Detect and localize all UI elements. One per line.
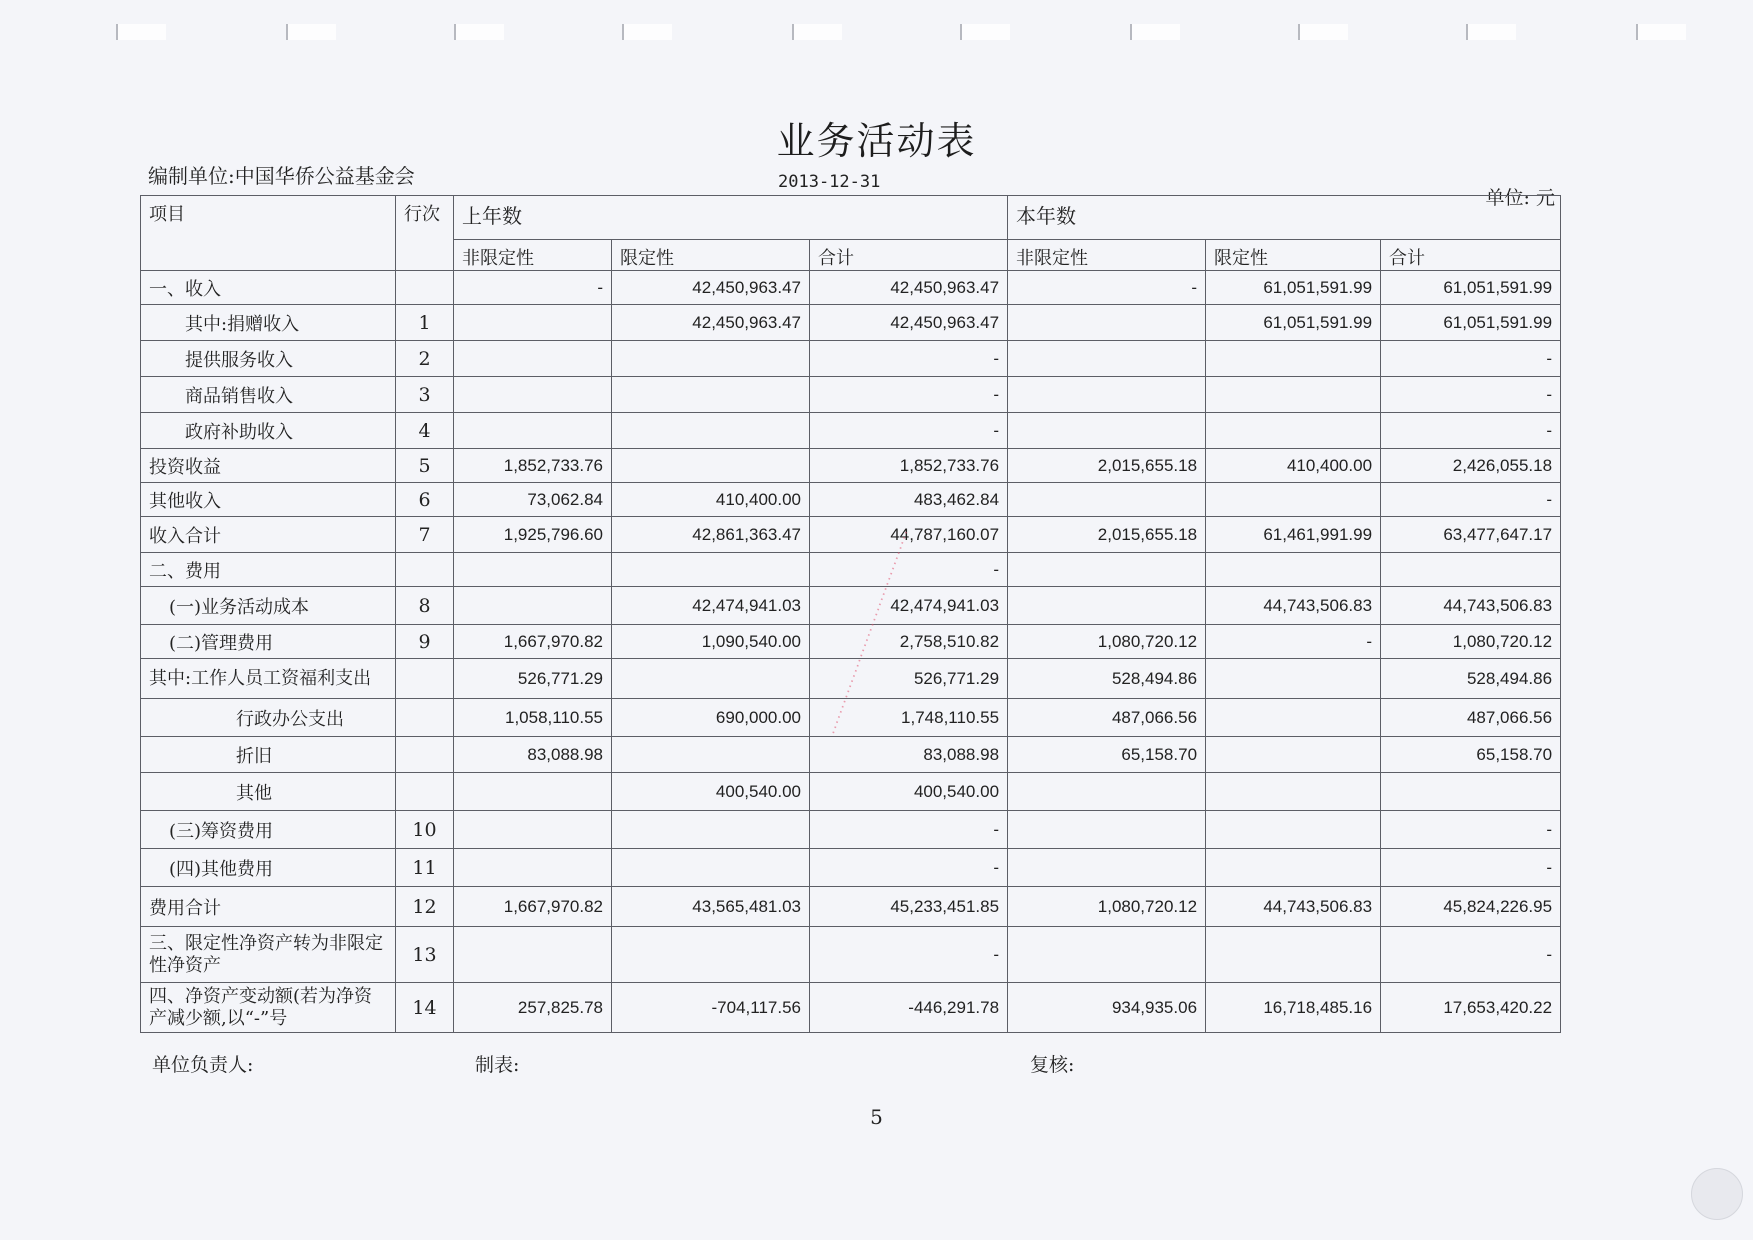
value-cell — [1206, 849, 1381, 887]
value-cell — [612, 659, 810, 699]
value-cell — [454, 553, 612, 587]
value-cell: 61,051,591.99 — [1206, 305, 1381, 341]
table-row — [141, 553, 1561, 587]
row-number: 8 — [396, 587, 454, 625]
value-cell: 73,062.84 — [454, 483, 612, 517]
row-item: 折旧 — [141, 737, 396, 773]
value-cell: 44,743,506.83 — [1381, 587, 1561, 625]
row-number — [396, 553, 454, 587]
value-cell: - — [810, 553, 1008, 587]
value-cell: - — [810, 811, 1008, 849]
value-cell — [1206, 413, 1381, 449]
value-cell: 690,000.00 — [612, 699, 810, 737]
binder-mark — [1636, 24, 1686, 40]
header-curr-unrestricted: 非限定性 — [1008, 240, 1206, 271]
value-cell — [1206, 737, 1381, 773]
binder-mark — [1130, 24, 1180, 40]
binder-mark — [286, 24, 336, 40]
value-cell — [1008, 305, 1206, 341]
value-cell: 400,540.00 — [612, 773, 810, 811]
row-item: 其中:工作人员工资福利支出 — [141, 659, 396, 699]
value-cell — [1008, 483, 1206, 517]
value-cell: 410,400.00 — [612, 483, 810, 517]
table-row — [141, 849, 1561, 887]
value-cell: 1,852,733.76 — [454, 449, 612, 483]
document-title: 业务活动表 — [776, 119, 977, 163]
value-cell — [1206, 659, 1381, 699]
value-cell — [454, 341, 612, 377]
value-cell: 1,090,540.00 — [612, 625, 810, 659]
value-cell: -446,291.78 — [810, 983, 1008, 1033]
table-row — [141, 737, 1561, 773]
value-cell — [612, 413, 810, 449]
row-number: 11 — [396, 849, 454, 887]
value-cell: 43,565,481.03 — [612, 887, 810, 927]
value-cell: - — [810, 341, 1008, 377]
value-cell: 42,474,941.03 — [810, 587, 1008, 625]
value-cell — [454, 773, 612, 811]
row-item: 二、费用 — [141, 553, 396, 587]
value-cell: 1,748,110.55 — [810, 699, 1008, 737]
header-curr-restricted: 限定性 — [1206, 240, 1381, 271]
binder-mark — [116, 24, 166, 40]
value-cell: 1,080,720.12 — [1008, 887, 1206, 927]
value-cell: 61,461,991.99 — [1206, 517, 1381, 553]
value-cell — [612, 737, 810, 773]
row-number — [396, 737, 454, 773]
value-cell: 42,450,963.47 — [810, 305, 1008, 341]
value-cell: 528,494.86 — [1008, 659, 1206, 699]
value-cell: - — [1206, 625, 1381, 659]
row-number: 4 — [396, 413, 454, 449]
value-cell: 45,824,226.95 — [1381, 887, 1561, 927]
activity-table — [140, 195, 1561, 1033]
value-cell — [1381, 773, 1561, 811]
value-cell — [1206, 483, 1381, 517]
value-cell: - — [454, 271, 612, 305]
value-cell: - — [810, 413, 1008, 449]
row-item: (二)管理费用 — [141, 625, 396, 659]
value-cell: 2,758,510.82 — [810, 625, 1008, 659]
table-row — [141, 271, 1561, 305]
value-cell: 1,852,733.76 — [810, 449, 1008, 483]
value-cell: 61,051,591.99 — [1381, 271, 1561, 305]
value-cell: 42,861,363.47 — [612, 517, 810, 553]
binder-mark — [1298, 24, 1348, 40]
value-cell: 42,450,963.47 — [612, 305, 810, 341]
row-number — [396, 699, 454, 737]
value-cell: 487,066.56 — [1008, 699, 1206, 737]
value-cell: 400,540.00 — [810, 773, 1008, 811]
value-cell: - — [1381, 483, 1561, 517]
row-number: 10 — [396, 811, 454, 849]
row-number: 13 — [396, 927, 454, 983]
header-prev-unrestricted: 非限定性 — [454, 240, 612, 271]
value-cell — [1206, 377, 1381, 413]
value-cell — [1206, 699, 1381, 737]
row-item: (四)其他费用 — [141, 849, 396, 887]
binder-mark — [622, 24, 672, 40]
value-cell: 2,015,655.18 — [1008, 517, 1206, 553]
value-cell: 487,066.56 — [1381, 699, 1561, 737]
value-cell — [1206, 341, 1381, 377]
value-cell — [454, 377, 612, 413]
binder-marks — [0, 24, 1753, 44]
binder-mark — [960, 24, 1010, 40]
value-cell — [1381, 553, 1561, 587]
value-cell: -704,117.56 — [612, 983, 810, 1033]
value-cell: 1,080,720.12 — [1008, 625, 1206, 659]
value-cell — [1206, 553, 1381, 587]
watermark-stamp: ········································ — [823, 527, 914, 738]
value-cell: - — [810, 927, 1008, 983]
value-cell — [1008, 927, 1206, 983]
row-item: 政府补助收入 — [141, 413, 396, 449]
table-row — [141, 773, 1561, 811]
value-cell: - — [1381, 413, 1561, 449]
table-row — [141, 413, 1561, 449]
value-cell: 1,080,720.12 — [1381, 625, 1561, 659]
value-cell: 44,787,160.07 — [810, 517, 1008, 553]
row-number — [396, 773, 454, 811]
row-number: 5 — [396, 449, 454, 483]
row-item: 其他收入 — [141, 483, 396, 517]
value-cell — [612, 849, 810, 887]
value-cell — [1206, 927, 1381, 983]
row-number: 3 — [396, 377, 454, 413]
table-row — [141, 517, 1561, 553]
value-cell: 410,400.00 — [1206, 449, 1381, 483]
footer-head: 单位负责人: — [152, 1054, 254, 1076]
value-cell: 526,771.29 — [454, 659, 612, 699]
header-prev-year: 上年数 — [454, 196, 1008, 240]
value-cell: - — [1381, 377, 1561, 413]
value-cell — [454, 413, 612, 449]
table-row — [141, 305, 1561, 341]
table-row — [141, 983, 1561, 1033]
header-prev-total: 合计 — [810, 240, 1008, 271]
value-cell: 1,925,796.60 — [454, 517, 612, 553]
value-cell: 45,233,451.85 — [810, 887, 1008, 927]
value-cell — [1008, 811, 1206, 849]
row-item: 投资收益 — [141, 449, 396, 483]
value-cell — [612, 553, 810, 587]
table-row — [141, 377, 1561, 413]
value-cell: 17,653,420.22 — [1381, 983, 1561, 1033]
value-cell: 61,051,591.99 — [1206, 271, 1381, 305]
value-cell — [612, 811, 810, 849]
page-number: 5 — [870, 1105, 883, 1129]
value-cell: - — [1381, 811, 1561, 849]
table-row — [141, 811, 1561, 849]
header-curr-year: 本年数 — [1008, 196, 1561, 240]
value-cell — [1008, 341, 1206, 377]
value-cell — [454, 587, 612, 625]
value-cell: - — [1381, 927, 1561, 983]
table-row — [141, 887, 1561, 927]
row-number — [396, 659, 454, 699]
row-item: (一)业务活动成本 — [141, 587, 396, 625]
value-cell: 65,158.70 — [1381, 737, 1561, 773]
value-cell: 44,743,506.83 — [1206, 587, 1381, 625]
table-row — [141, 483, 1561, 517]
header-curr-total: 合计 — [1381, 240, 1561, 271]
row-number: 6 — [396, 483, 454, 517]
value-cell — [1008, 773, 1206, 811]
row-item: 一、收入 — [141, 271, 396, 305]
report-date: 2013-12-31 — [778, 172, 881, 192]
row-item: 四、净资产变动额(若为净资产减少额,以“-”号 — [141, 983, 396, 1033]
value-cell — [454, 305, 612, 341]
value-cell: 42,450,963.47 — [612, 271, 810, 305]
binder-mark — [1466, 24, 1516, 40]
value-cell — [612, 449, 810, 483]
value-cell: 42,450,963.47 — [810, 271, 1008, 305]
footer-review: 复核: — [1030, 1054, 1075, 1076]
row-item: (三)筹资费用 — [141, 811, 396, 849]
value-cell — [612, 377, 810, 413]
value-cell — [1206, 811, 1381, 849]
value-cell: - — [1381, 341, 1561, 377]
value-cell: 1,667,970.82 — [454, 887, 612, 927]
value-cell: 2,015,655.18 — [1008, 449, 1206, 483]
table-row — [141, 449, 1561, 483]
row-item: 收入合计 — [141, 517, 396, 553]
value-cell: - — [810, 849, 1008, 887]
row-number: 12 — [396, 887, 454, 927]
value-cell: 483,462.84 — [810, 483, 1008, 517]
binder-mark — [454, 24, 504, 40]
value-cell — [454, 811, 612, 849]
header-rowno: 行次 — [396, 196, 454, 271]
value-cell: 2,426,055.18 — [1381, 449, 1561, 483]
corner-mark — [1691, 1168, 1743, 1220]
value-cell: 63,477,647.17 — [1381, 517, 1561, 553]
row-item: 商品销售收入 — [141, 377, 396, 413]
value-cell: 1,058,110.55 — [454, 699, 612, 737]
row-item: 三、限定性净资产转为非限定性净资产 — [141, 927, 396, 983]
row-number: 7 — [396, 517, 454, 553]
row-number: 9 — [396, 625, 454, 659]
value-cell — [612, 341, 810, 377]
value-cell: 1,667,970.82 — [454, 625, 612, 659]
value-cell: 44,743,506.83 — [1206, 887, 1381, 927]
value-cell — [1008, 587, 1206, 625]
value-cell — [1008, 413, 1206, 449]
value-cell — [1008, 553, 1206, 587]
value-cell: 83,088.98 — [810, 737, 1008, 773]
header-prev-restricted: 限定性 — [612, 240, 810, 271]
row-item: 其他 — [141, 773, 396, 811]
row-item: 其中:捐赠收入 — [141, 305, 396, 341]
value-cell — [454, 927, 612, 983]
value-cell — [1008, 377, 1206, 413]
value-cell: 934,935.06 — [1008, 983, 1206, 1033]
value-cell: - — [810, 377, 1008, 413]
org-label: 编制单位:中国华侨公益基金会 — [148, 164, 415, 188]
value-cell: 16,718,485.16 — [1206, 983, 1381, 1033]
row-number: 14 — [396, 983, 454, 1033]
binder-mark — [792, 24, 842, 40]
value-cell: 65,158.70 — [1008, 737, 1206, 773]
value-cell — [1206, 773, 1381, 811]
value-cell: - — [1381, 849, 1561, 887]
value-cell — [454, 849, 612, 887]
value-cell: 83,088.98 — [454, 737, 612, 773]
unit-label: 单位: 元 — [1485, 187, 1555, 209]
row-item: 费用合计 — [141, 887, 396, 927]
row-item: 行政办公支出 — [141, 699, 396, 737]
row-number: 2 — [396, 341, 454, 377]
table-row — [141, 927, 1561, 983]
header-item: 项目 — [141, 196, 396, 271]
value-cell — [612, 927, 810, 983]
value-cell — [1008, 849, 1206, 887]
row-number: 1 — [396, 305, 454, 341]
value-cell: 526,771.29 — [810, 659, 1008, 699]
value-cell: 528,494.86 — [1381, 659, 1561, 699]
row-item: 提供服务收入 — [141, 341, 396, 377]
value-cell: 42,474,941.03 — [612, 587, 810, 625]
row-number — [396, 271, 454, 305]
value-cell: - — [1008, 271, 1206, 305]
table-row — [141, 341, 1561, 377]
footer-prepared: 制表: — [475, 1054, 520, 1076]
value-cell: 61,051,591.99 — [1381, 305, 1561, 341]
value-cell: 257,825.78 — [454, 983, 612, 1033]
